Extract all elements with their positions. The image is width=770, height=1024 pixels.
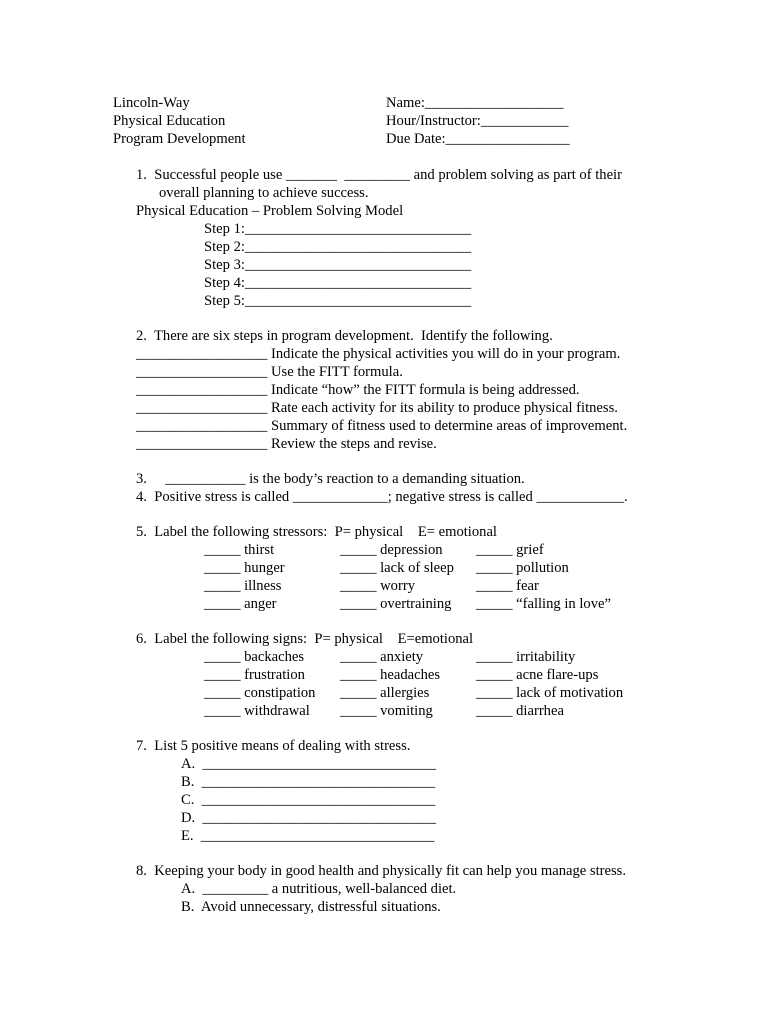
- sign-item[interactable]: _____ irritability: [476, 649, 576, 665]
- sign-item[interactable]: _____ headaches: [340, 667, 441, 683]
- sign-item[interactable]: _____ acne flare-ups: [476, 667, 599, 683]
- stressor-item[interactable]: _____ fear: [476, 578, 539, 594]
- program-step-item[interactable]: __________________ Indicate “how” the FITT formula is being addressed.: [136, 382, 580, 398]
- sign-item[interactable]: _____ lack of motivation: [476, 685, 624, 701]
- sign-item[interactable]: _____ backaches: [204, 649, 305, 665]
- due-date-field[interactable]: Due Date:_________________: [386, 131, 570, 147]
- stress-coping-field-c[interactable]: C. ________________________________: [181, 792, 436, 808]
- stressor-item[interactable]: _____ pollution: [476, 560, 569, 576]
- question-2-heading: 2. There are six steps in program development. Identify the following.: [136, 328, 553, 344]
- sign-item[interactable]: _____ frustration: [204, 667, 305, 683]
- step-3-field[interactable]: Step 3:_______________________________: [204, 257, 472, 273]
- sign-item[interactable]: _____ withdrawal: [204, 703, 310, 719]
- sign-item[interactable]: _____ vomiting: [340, 703, 433, 719]
- stressor-item[interactable]: _____ worry: [340, 578, 415, 594]
- program-step-item[interactable]: __________________ Review the steps and revise.: [136, 436, 437, 452]
- question-8-item-b: B. Avoid unnecessary, distressful situations.: [181, 899, 441, 915]
- stressor-item[interactable]: _____ thirst: [204, 542, 275, 558]
- program-step-item[interactable]: __________________ Rate each activity for its ability to produce physical fitness.: [136, 400, 618, 416]
- school-name: Lincoln-Way: [113, 95, 190, 111]
- stressor-item[interactable]: _____ grief: [476, 542, 544, 558]
- stressor-item[interactable]: _____ hunger: [204, 560, 285, 576]
- stressor-item[interactable]: _____ anger: [204, 596, 277, 612]
- stressor-item[interactable]: _____ depression: [340, 542, 443, 558]
- step-4-field[interactable]: Step 4:_______________________________: [204, 275, 472, 291]
- sign-item[interactable]: _____ anxiety: [340, 649, 424, 665]
- program-step-item[interactable]: __________________ Indicate the physical activities you will do in your program.: [136, 346, 621, 362]
- question-1-line-2: overall planning to achieve success.: [159, 185, 369, 201]
- sign-item[interactable]: _____ constipation: [204, 685, 316, 701]
- name-field[interactable]: Name:___________________: [386, 95, 564, 111]
- stress-coping-field-d[interactable]: D. ________________________________: [181, 810, 436, 826]
- question-3[interactable]: 3. ___________ is the body’s reaction to a demanding situation.: [136, 471, 525, 487]
- sign-item[interactable]: _____ allergies: [340, 685, 430, 701]
- hour-instructor-field[interactable]: Hour/Instructor:____________: [386, 113, 569, 129]
- document-title: Program Development: [113, 131, 246, 147]
- stress-coping-field-e[interactable]: E. ________________________________: [181, 828, 435, 844]
- question-1-line-1: 1. Successful people use _______ _________ and problem solving as part of their: [136, 167, 622, 183]
- stress-coping-field-b[interactable]: B. ________________________________: [181, 774, 436, 790]
- stressor-item[interactable]: _____ lack of sleep: [340, 560, 454, 576]
- question-5-heading: 5. Label the following stressors: P= physical E= emotional: [136, 524, 497, 540]
- stressor-item[interactable]: _____ illness: [204, 578, 282, 594]
- question-8-item-a[interactable]: A. _________ a nutritious, well-balanced diet.: [181, 881, 457, 897]
- program-step-item[interactable]: __________________ Use the FITT formula.: [136, 364, 403, 380]
- step-2-field[interactable]: Step 2:_______________________________: [204, 239, 472, 255]
- step-1-field[interactable]: Step 1:_______________________________: [204, 221, 472, 237]
- step-5-field[interactable]: Step 5:_______________________________: [204, 293, 472, 309]
- question-7-heading: 7. List 5 positive means of dealing with stress.: [136, 738, 411, 754]
- department-name: Physical Education: [113, 113, 226, 129]
- stressor-item[interactable]: _____ “falling in love”: [476, 596, 611, 612]
- program-step-item[interactable]: __________________ Summary of fitness used to determine areas of improvement.: [136, 418, 628, 434]
- sign-item[interactable]: _____ diarrhea: [476, 703, 564, 719]
- question-4[interactable]: 4. Positive stress is called _____________; negative stress is called ____________.: [136, 489, 628, 505]
- stressor-item[interactable]: _____ overtraining: [340, 596, 452, 612]
- question-6-heading: 6. Label the following signs: P= physical E=emotional: [136, 631, 474, 647]
- stress-coping-field-a[interactable]: A. ________________________________: [181, 756, 436, 772]
- problem-solving-model-title: Physical Education – Problem Solving Model: [136, 203, 404, 219]
- question-8-heading: 8. Keeping your body in good health and physically fit can help you manage stress.: [136, 863, 626, 879]
